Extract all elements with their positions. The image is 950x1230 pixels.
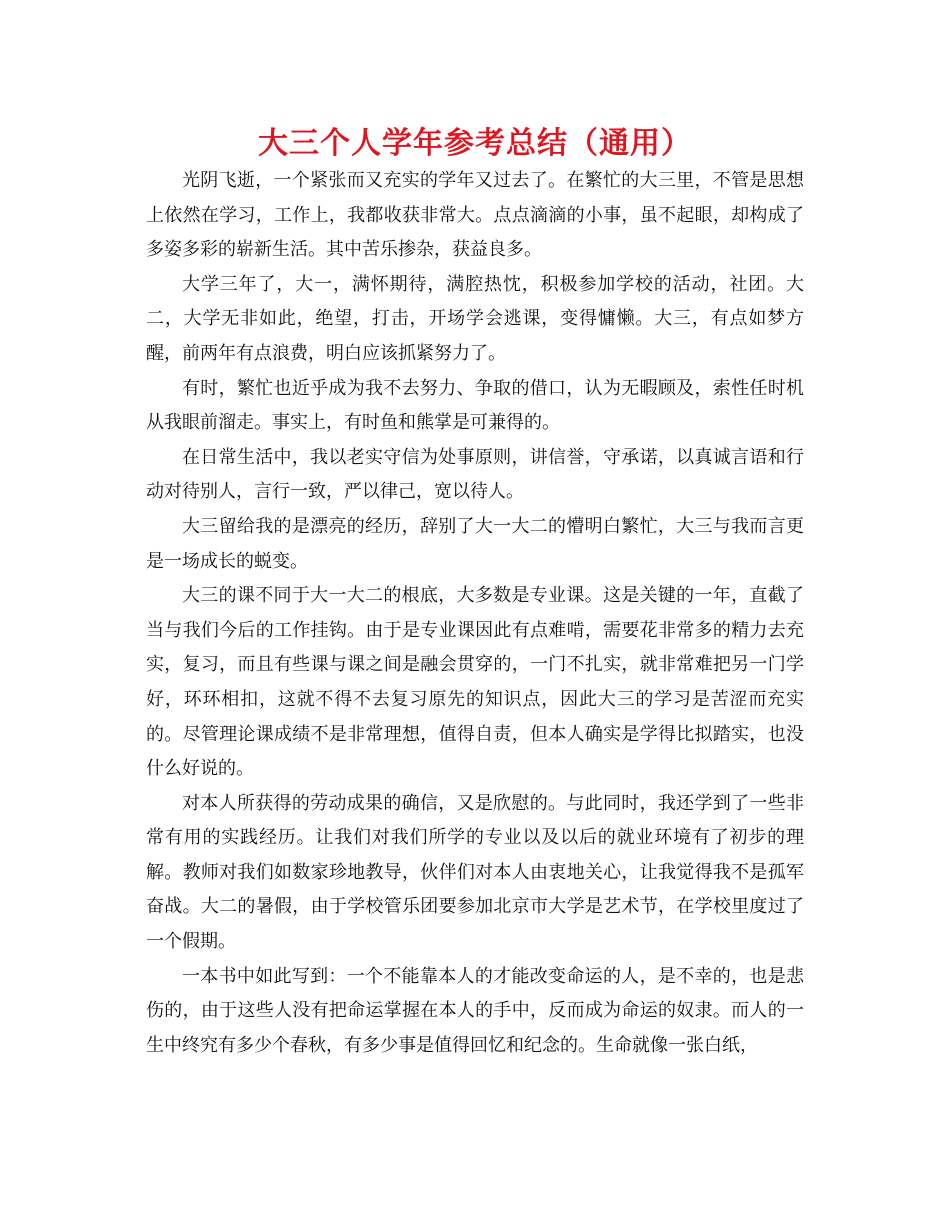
paragraph-3: 有时，繁忙也近乎成为我不去努力、争取的借口，认为无暇顾及，索性任时机从我眼前溜走。事实上，有时鱼和熊掌是可兼得的。 [146,377,804,434]
paragraph-4: 在日常生活中，我以老实守信为处事原则，讲信誉，守承诺，以真诚言语和行动对待别人，言行一致，严以律己，宽以待人。 [146,446,804,503]
paragraph-7: 对本人所获得的劳动成果的确信，又是欣慰的。与此同时，我还学到了一些非常有用的实践经历。让我们对我们所学的专业以及以后的就业环境有了初步的理解。教师对我们如数家珍地教导，伙伴们对本人由衷地关心，让我觉得我不是孤军奋战。大二的暑假，由于学校管乐团要参加北京市大学是艺术节，在学校里度过了一个假期。 [146,792,804,953]
paragraph-8: 一本书中如此写到：一个不能靠本人的才能改变命运的人，是不幸的，也是悲伤的，由于这些人没有把命运掌握在本人的手中，反而成为命运的奴隶。而人的一生中终究有多少个春秋，有多少事是值得回忆和纪念的。生命就像一张白纸， [146,965,804,1056]
paragraph-6: 大三的课不同于大一大二的根底，大多数是专业课。这是关键的一年，直截了当与我们今后的工作挂钩。由于是专业课因此有点难啃，需要花非常多的精力去充实，复习，而且有些课与课之间是融会贯穿的，一门不扎实，就非常难把另一门学好，环环相扣，这就不得不去复习原先的知识点，因此大三的学习是苦涩而充实的。尽管理论课成绩不是非常理想，值得自责，但本人确实是学得比拟踏实，也没什么好说的。 [146,585,804,780]
document-title: 大三个人学年参考总结（通用） [258,126,692,161]
document-body [146,164,804,1063]
paragraph-5: 大三留给我的是漂亮的经历，辞别了大一大二的懵明白繁忙，大三与我而言更是一场成长的蜕变。 [146,515,804,572]
paragraph-1: 光阴飞逝，一个紧张而又充实的学年又过去了。在繁忙的大三里，不管是思想上依然在学习，工作上，我都收获非常大。点点滴滴的小事，虽不起眼，却构成了多姿多彩的崭新生活。其中苦乐掺杂，获益良多。 [146,170,804,261]
paragraph-2: 大学三年了，大一，满怀期待，满腔热忱，积极参加学校的活动，社团。大二，大学无非如此，绝望，打击，开场学会逃课，变得慵懒。大三，有点如梦方醒，前两年有点浪费，明白应该抓紧努力了。 [146,273,804,364]
